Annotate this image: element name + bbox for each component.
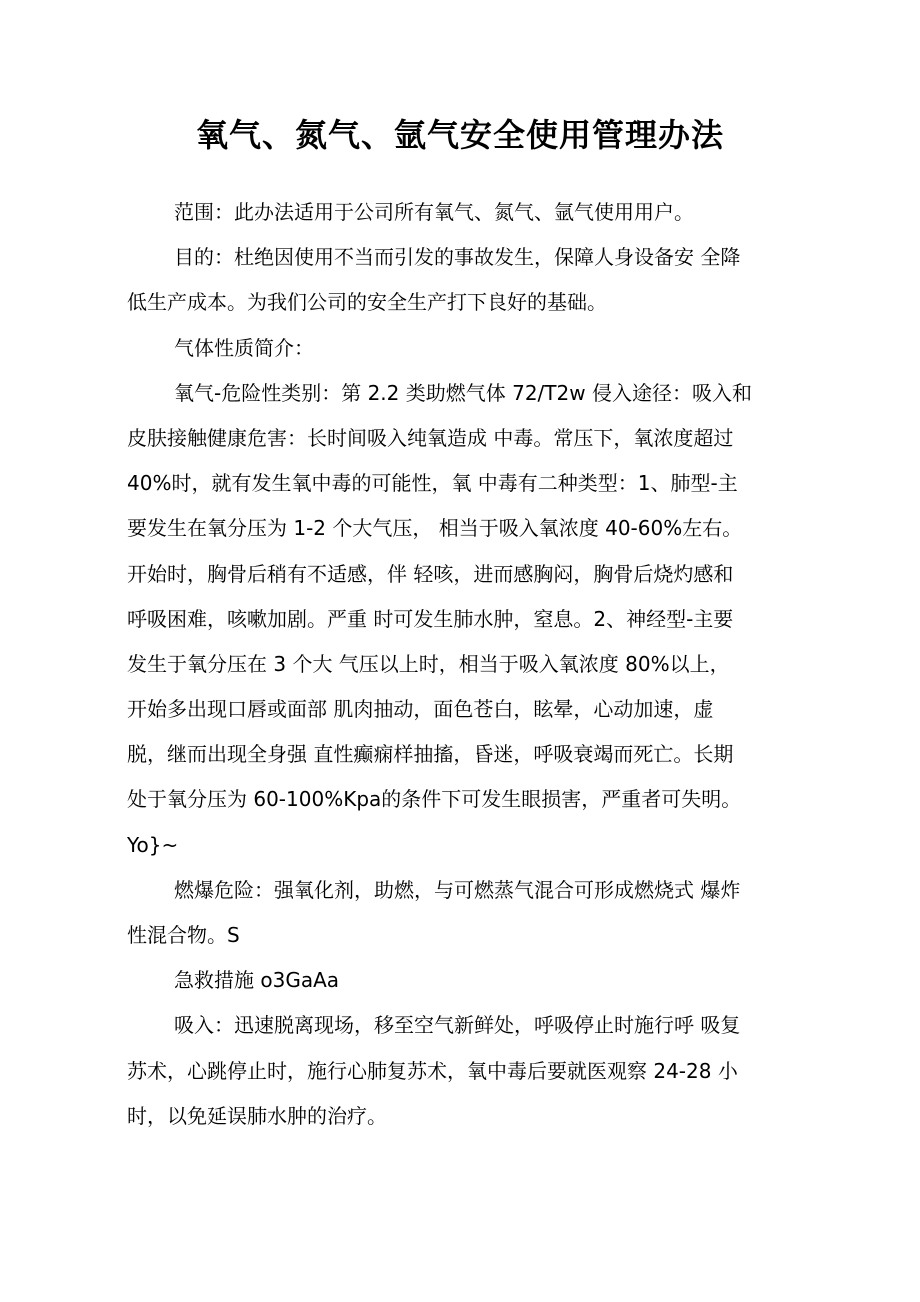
text-line: 气体性质简介： [174, 335, 314, 360]
document-title: 氧气、氮气、氩气安全使用管理办法 [195, 116, 724, 154]
text-line: 性混合物。S [127, 923, 240, 947]
text-line: 氧气-危险性类别：第 2.2 类助燃气体 72/T2w 侵入途径：吸入和 [174, 380, 752, 405]
text-line: 处于氧分压为 60-100%Kpa的条件下可发生眼损害，严重者可失明。 [127, 787, 742, 812]
document-body [127, 190, 797, 1139]
text-line: Yo}~ [127, 832, 179, 857]
text-line: 燃爆危险：强氧化剂，助燃，与可燃蒸气混合可形成燃烧式 爆炸 [174, 877, 741, 902]
text-line: 低生产成本。为我们公司的安全生产打下良好的基础。 [127, 290, 607, 315]
text-line: 时，以免延误肺水肿的治疗。 [127, 1103, 387, 1128]
text-line: 范围：此办法适用于公司所有氧气、氮气、氩气使用用户。 [174, 200, 694, 224]
text-line: 急救措施 o3GaAa [174, 968, 340, 993]
text-line: 40%时，就有发生氧中毒的可能性，氧 中毒有二种类型：1、肺型-主 [127, 471, 738, 496]
text-line: 呼吸困难，咳嗽加剧。严重 时可发生肺水肿，窒息。2、神经型-主要 [127, 606, 734, 631]
text-line: 开始多出现口唇或面部 肌肉抽动，面色苍白，眩晕，心动加速，虚 [127, 697, 714, 722]
text-line: 要发生在氧分压为 1-2 个大气压， 相当于吸入氧浓度 40-60%左右。 [127, 516, 743, 541]
text-line: 苏术，心跳停止时，施行心肺复苏术，氧中毒后要就医观察 24-28 小 [127, 1058, 738, 1083]
text-line: 皮肤接触健康危害：长时间吸入纯氧造成 中毒。常压下，氧浓度超过 [127, 425, 734, 450]
text-line: 开始时，胸骨后稍有不适感，伴 轻咳，进而感胸闷，胸骨后烧灼感和 [127, 561, 734, 586]
text-line: 吸入：迅速脱离现场，移至空气新鲜处，呼吸停止时施行呼 吸复 [174, 1013, 741, 1038]
text-line: 脱，继而出现全身强 直性癫痫样抽搐，昏迷，呼吸衰竭而死亡。长期 [127, 742, 734, 767]
text-line: 发生于氧分压在 3 个大 气压以上时，相当于吸入氧浓度 80%以上， [127, 651, 730, 676]
text-line: 目的：杜绝因使用不当而引发的事故发生，保障人身设备安 全降 [174, 245, 741, 270]
